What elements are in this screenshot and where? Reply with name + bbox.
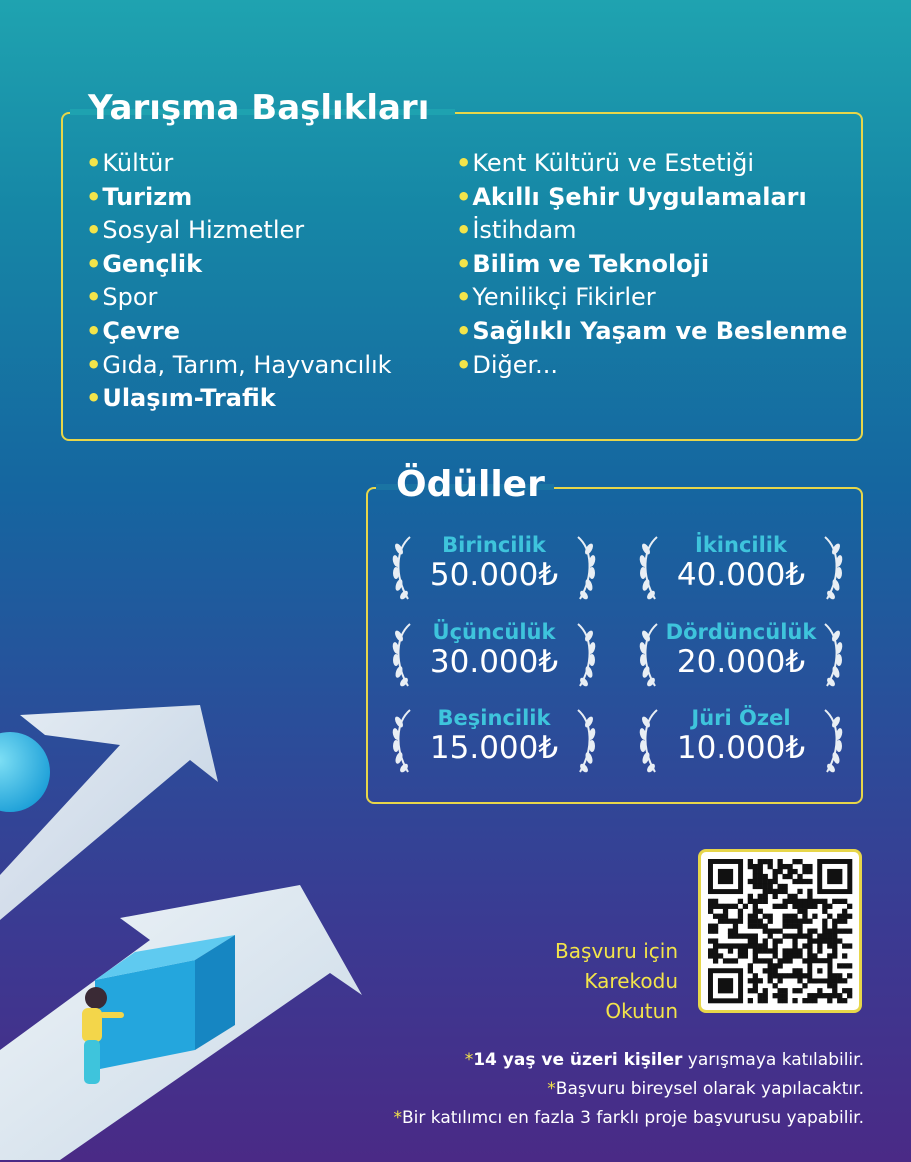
prize-amount: 20.000₺	[676, 644, 806, 680]
topic-item: •Sağlıklı Yaşam ve Beslenme	[456, 316, 848, 345]
prize-third	[394, 620, 594, 690]
prize-rank: Beşincilik	[437, 706, 551, 730]
prize-second	[641, 533, 841, 603]
topic-item: •Bilim ve Teknoloji	[456, 249, 710, 278]
topic-item: •Akıllı Şehir Uygulamaları	[456, 182, 807, 211]
person-head	[85, 987, 107, 1009]
topic-item: •Gıda, Tarım, Hayvancılık	[86, 350, 392, 379]
laurel-right-icon	[819, 535, 845, 601]
qr-caption	[520, 936, 678, 1026]
prize-jury-special	[641, 706, 841, 776]
note-line: *Başvuru bireysel olarak yapılacaktır.	[547, 1079, 864, 1099]
qr-code-icon	[701, 852, 859, 1010]
note-line: *14 yaş ve üzeri kişiler yarışmaya katılabilir.	[464, 1050, 864, 1070]
qr-caption-line: Okutun	[605, 999, 678, 1023]
laurel-left-icon	[390, 708, 416, 774]
prize-amount: 50.000₺	[429, 557, 559, 593]
topic-item: •Sosyal Hizmetler	[86, 216, 305, 245]
topic-item: •Spor	[86, 283, 158, 312]
prize-fifth	[394, 706, 594, 776]
laurel-right-icon	[572, 708, 598, 774]
qr-code[interactable]	[698, 849, 862, 1013]
prize-rank: Dördüncülük	[665, 620, 817, 644]
topic-item: •Turizm	[86, 182, 193, 211]
blue-ball	[0, 732, 50, 812]
upper-arrow-shape	[0, 705, 218, 920]
prize-amount: 10.000₺	[676, 730, 806, 766]
prize-fourth	[641, 620, 841, 690]
topic-item: •İstihdam	[456, 216, 577, 245]
topics-left-list	[86, 147, 392, 416]
prize-amount: 15.000₺	[429, 730, 559, 766]
qr-caption-line: Başvuru için	[555, 939, 678, 963]
prize-rank: İkincilik	[695, 533, 787, 557]
laurel-left-icon	[390, 622, 416, 688]
arrows-illustration	[0, 690, 380, 1160]
prize-rank: Jüri Özel	[691, 706, 791, 730]
note-line: *Bir katılımcı en fazla 3 farklı proje başvurusu yapabilir.	[393, 1108, 864, 1128]
topic-item: •Kültür	[86, 149, 174, 177]
topic-item: •Yenilikçi Fikirler	[456, 283, 656, 312]
laurel-right-icon	[572, 622, 598, 688]
laurel-left-icon	[637, 622, 663, 688]
topic-item: •Gençlik	[86, 249, 203, 278]
topics-title: Yarışma Başlıkları	[88, 88, 430, 128]
laurel-left-icon	[637, 535, 663, 601]
prizes-title: Ödüller	[396, 464, 545, 505]
prize-amount: 40.000₺	[676, 557, 806, 593]
prize-first	[394, 533, 594, 603]
laurel-left-icon	[390, 535, 416, 601]
laurel-left-icon	[637, 708, 663, 774]
laurel-right-icon	[819, 708, 845, 774]
topics-right-list	[456, 147, 847, 382]
prize-amount: 30.000₺	[429, 644, 559, 680]
notes	[394, 1046, 865, 1133]
qr-caption-line: Karekodu	[584, 969, 678, 993]
topic-item: •Çevre	[86, 316, 180, 345]
prize-rank: Birincilik	[442, 533, 546, 557]
laurel-right-icon	[572, 535, 598, 601]
topic-item: •Ulaşım-Trafik	[86, 384, 276, 413]
topic-item: •Kent Kültürü ve Estetiği	[456, 149, 755, 177]
prize-rank: Üçüncülük	[432, 620, 556, 644]
topic-item: •Diğer...	[456, 350, 559, 379]
laurel-right-icon	[819, 622, 845, 688]
